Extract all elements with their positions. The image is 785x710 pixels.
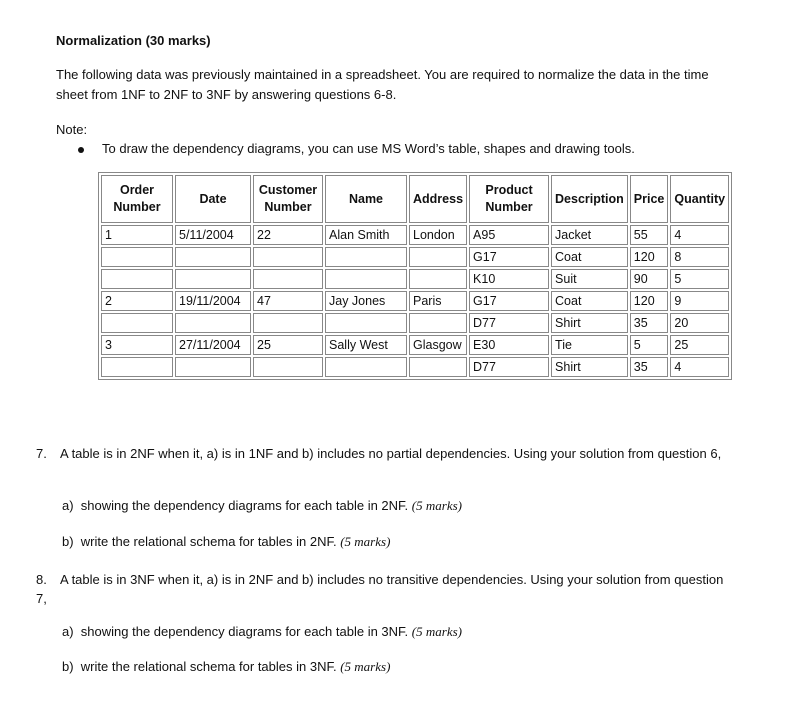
table-cell: Suit — [551, 269, 628, 289]
table-header-row — [101, 175, 729, 223]
question-8b — [62, 659, 390, 675]
note-label: Note: — [56, 122, 88, 137]
table-cell: Tie — [551, 335, 628, 355]
table-cell: Sally West — [325, 335, 407, 355]
table-cell: 4 — [670, 225, 729, 245]
table-cell: 4 — [670, 357, 729, 377]
header-description: Description — [551, 175, 628, 223]
q7a-label: a) — [62, 498, 74, 513]
table-cell: 120 — [630, 291, 669, 311]
question-7 — [36, 444, 726, 463]
table-cell — [409, 247, 467, 267]
note-bullet — [78, 141, 635, 156]
table-cell: 120 — [630, 247, 669, 267]
table-cell: D77 — [469, 313, 549, 333]
table-cell — [409, 269, 467, 289]
table-cell: London — [409, 225, 467, 245]
table-row — [101, 291, 729, 311]
table-cell: 25 — [253, 335, 323, 355]
q8a-text: showing the dependency diagrams for each table in 3NF. — [80, 624, 409, 639]
header-date: Date — [175, 175, 251, 223]
table-cell: Jacket — [551, 225, 628, 245]
table-row — [101, 269, 729, 289]
table-cell: 9 — [670, 291, 729, 311]
question-8-text: A table is in 3NF when it, a) is in 2NF and b) includes no transitive dependencies. Using your solution from question 7, — [36, 572, 724, 606]
table-cell — [253, 313, 323, 333]
q7b-text: write the relational schema for tables in 2NF. — [80, 534, 337, 549]
q7b-label: b) — [62, 534, 74, 549]
table-cell — [101, 313, 173, 333]
table-cell — [409, 313, 467, 333]
q8b-label: b) — [62, 659, 74, 674]
q7a-text: showing the dependency diagrams for each table in 2NF. — [80, 498, 409, 513]
q8a-marks: (5 marks) — [411, 624, 462, 639]
table-cell — [325, 357, 407, 377]
table-cell: 47 — [253, 291, 323, 311]
table-cell: Jay Jones — [325, 291, 407, 311]
q7a-marks: (5 marks) — [411, 498, 462, 513]
table-cell: Paris — [409, 291, 467, 311]
question-8 — [36, 570, 726, 608]
note-bullet-text: To draw the dependency diagrams, you can use MS Word’s table, shapes and drawing tools. — [102, 141, 635, 156]
table-cell: 90 — [630, 269, 669, 289]
header-name: Name — [325, 175, 407, 223]
table-cell: 25 — [670, 335, 729, 355]
table-cell: 2 — [101, 291, 173, 311]
bullet-icon — [78, 147, 84, 153]
header-product-number: Product Number — [469, 175, 549, 223]
q8b-marks: (5 marks) — [340, 659, 391, 674]
question-7-text: A table is in 2NF when it, a) is in 1NF and b) includes no partial dependencies. Using your solution from question 6, — [60, 446, 722, 461]
table-cell: G17 — [469, 291, 549, 311]
table-cell: E30 — [469, 335, 549, 355]
table-cell: K10 — [469, 269, 549, 289]
table-cell: 8 — [670, 247, 729, 267]
table-cell — [409, 357, 467, 377]
header-price: Price — [630, 175, 669, 223]
table-cell: 5 — [670, 269, 729, 289]
table-cell: A95 — [469, 225, 549, 245]
header-customer-number: Customer Number — [253, 175, 323, 223]
table-row — [101, 247, 729, 267]
table-cell: 3 — [101, 335, 173, 355]
table-cell: Coat — [551, 291, 628, 311]
table-cell: 1 — [101, 225, 173, 245]
table-cell: G17 — [469, 247, 549, 267]
table-cell — [175, 313, 251, 333]
table-cell — [101, 357, 173, 377]
table-cell: 27/11/2004 — [175, 335, 251, 355]
section-heading: Normalization (30 marks) — [56, 33, 211, 48]
table-cell: Glasgow — [409, 335, 467, 355]
header-quantity: Quantity — [670, 175, 729, 223]
table-cell — [175, 269, 251, 289]
table-cell: 55 — [630, 225, 669, 245]
time-sheet-table — [98, 172, 732, 380]
header-address: Address — [409, 175, 467, 223]
table-cell — [325, 247, 407, 267]
table-cell: Shirt — [551, 357, 628, 377]
table-cell — [325, 269, 407, 289]
table-cell: Alan Smith — [325, 225, 407, 245]
table-cell — [253, 247, 323, 267]
table-row — [101, 313, 729, 333]
table-cell: 35 — [630, 357, 669, 377]
table-row — [101, 357, 729, 377]
table-cell — [175, 247, 251, 267]
table-cell — [253, 357, 323, 377]
table-cell — [101, 269, 173, 289]
table-row — [101, 225, 729, 245]
table-cell — [101, 247, 173, 267]
q7b-marks: (5 marks) — [340, 534, 391, 549]
q8a-label: a) — [62, 624, 74, 639]
question-7b — [62, 534, 390, 550]
question-7-number: 7. — [36, 446, 47, 461]
header-order-number: Order Number — [101, 175, 173, 223]
table-cell: 35 — [630, 313, 669, 333]
table-cell: 22 — [253, 225, 323, 245]
table-cell: 5/11/2004 — [175, 225, 251, 245]
question-8-number: 8. — [36, 572, 47, 587]
table-cell: Coat — [551, 247, 628, 267]
table-cell: D77 — [469, 357, 549, 377]
table-cell: 19/11/2004 — [175, 291, 251, 311]
table-cell — [325, 313, 407, 333]
q8b-text: write the relational schema for tables in 3NF. — [80, 659, 337, 674]
table-cell: 5 — [630, 335, 669, 355]
table-cell: Shirt — [551, 313, 628, 333]
intro-paragraph: The following data was previously maintained in a spreadsheet. You are required to normalize the data in the time sheet from 1NF to 2NF to 3NF by answering questions 6-8. — [56, 67, 709, 102]
table-cell — [253, 269, 323, 289]
table-cell — [175, 357, 251, 377]
table-cell: 20 — [670, 313, 729, 333]
question-8a — [62, 624, 462, 640]
table-row — [101, 335, 729, 355]
question-7a — [62, 498, 462, 514]
